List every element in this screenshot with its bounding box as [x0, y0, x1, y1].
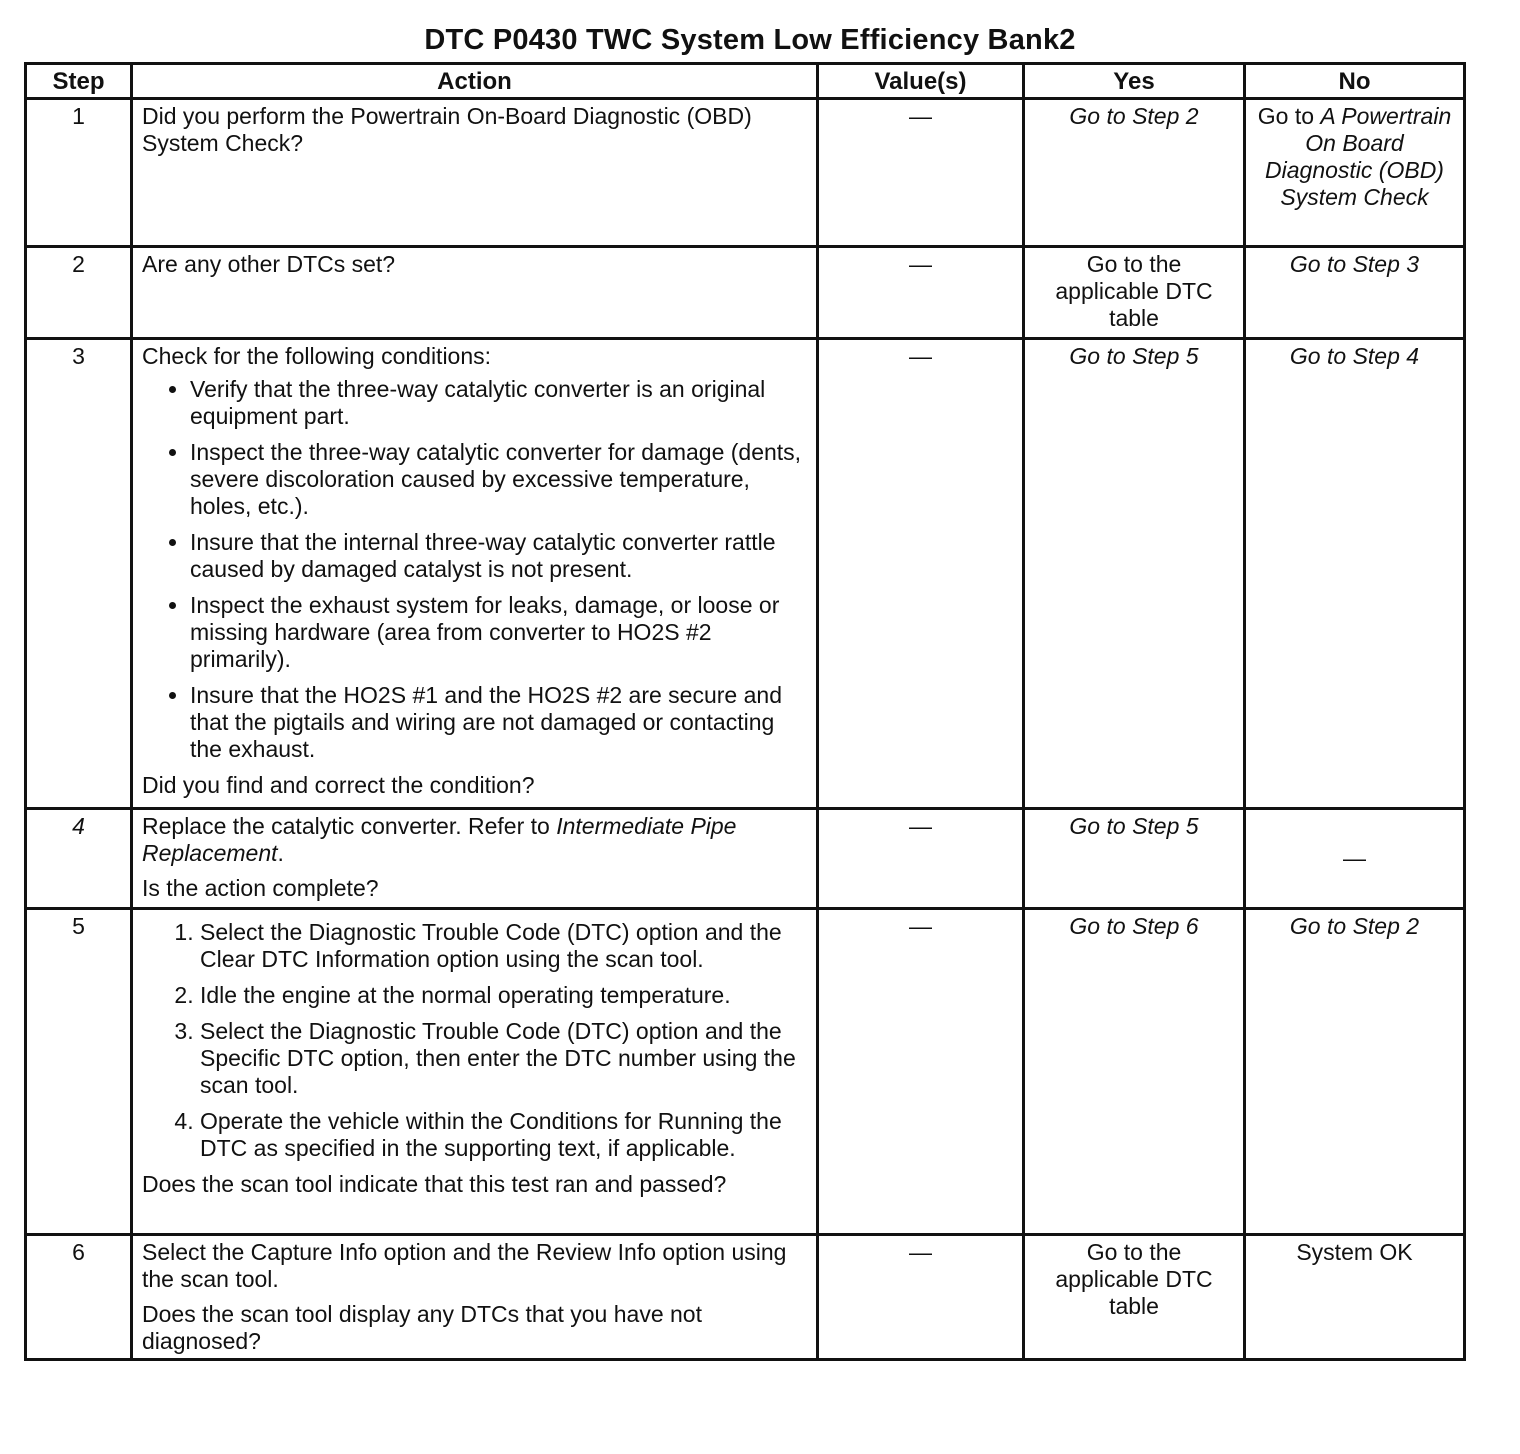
list-item: • Inspect the exhaust system for leaks, damage, or loose or missing hardware (area from converter to HO2S #2 primarily). [190, 592, 807, 673]
list-item: • Insure that the HO2S #1 and the HO2S #2 are secure and that the pigtails and wiring are not damaged or contacting the exhaust. [190, 682, 807, 763]
action-text: Are any other DTCs set? [142, 251, 396, 277]
procedure-list [142, 919, 807, 1162]
action-question: Is the action complete? [142, 875, 379, 901]
header-no: No [1245, 64, 1465, 99]
no-cell: Go to Step 3 [1245, 247, 1465, 339]
yes-cell: Go to the applicable DTC table [1024, 247, 1245, 339]
list-item: • Insure that the internal three-way catalytic converter rattle caused by damaged catalyst is not present. [190, 529, 807, 583]
action-link: Intermediate Pipe Replacement [142, 813, 737, 866]
action-text: Did you perform the Powertrain On-Board Diagnostic (OBD) System Check? [142, 103, 752, 156]
table-row [26, 99, 1465, 247]
action-cell [132, 1235, 818, 1360]
yes-cell: Go to Step 5 [1024, 339, 1245, 809]
table-row [26, 909, 1465, 1235]
step-number: 3 [26, 339, 132, 809]
condition-list [142, 376, 807, 763]
step-number: 1 [26, 99, 132, 247]
action-cell [132, 339, 818, 809]
action-text [142, 813, 807, 867]
list-item: 2. Idle the engine at the normal operating temperature. [200, 982, 807, 1009]
list-item: 3. Select the Diagnostic Trouble Code (DTC) option and the Specific DTC option, then enter the DTC number using the scan tool. [200, 1018, 807, 1099]
action-suffix: . [277, 840, 284, 866]
value-cell: — [818, 809, 1024, 909]
table-row [26, 809, 1465, 909]
action-cell [132, 909, 818, 1235]
no-cell [1245, 99, 1465, 247]
yes-cell: Go to Step 6 [1024, 909, 1245, 1235]
header-action: Action [132, 64, 818, 99]
action-cell [132, 99, 818, 247]
yes-cell: Go to Step 5 [1024, 809, 1245, 909]
step-number: 2 [26, 247, 132, 339]
table-row [26, 247, 1465, 339]
no-prefix: Go to [1257, 103, 1321, 129]
header-values: Value(s) [818, 64, 1024, 99]
action-question: Does the scan tool indicate that this test ran and passed? [142, 1171, 727, 1197]
header-yes: Yes [1024, 64, 1245, 99]
value-cell: — [818, 909, 1024, 1235]
header-step: Step [26, 64, 132, 99]
no-cell: Go to Step 2 [1245, 909, 1465, 1235]
diagnostic-table [24, 62, 1466, 1361]
list-item: • Inspect the three-way catalytic converter for damage (dents, severe discoloration caused by excessive temperature, holes, etc.). [190, 439, 807, 520]
table-row [26, 1235, 1465, 1360]
action-intro: Check for the following conditions: [142, 343, 492, 369]
yes-cell: Go to the applicable DTC table [1024, 1235, 1245, 1360]
step-number: 5 [26, 909, 132, 1235]
table-row [26, 339, 1465, 809]
no-cell: Go to Step 4 [1245, 339, 1465, 809]
value-cell: — [818, 1235, 1024, 1360]
step-number: 4 [26, 809, 132, 909]
page-title: DTC P0430 TWC System Low Efficiency Bank2 [424, 24, 1076, 56]
no-cell: System OK [1245, 1235, 1465, 1360]
no-link: A Powertrain On Board Diagnostic (OBD) System Check [1265, 103, 1452, 210]
no-cell: — [1245, 809, 1465, 909]
list-item: 4. Operate the vehicle within the Conditions for Running the DTC as specified in the supporting text, if applicable. [200, 1108, 807, 1162]
step-number: 6 [26, 1235, 132, 1360]
list-item: 1. Select the Diagnostic Trouble Code (DTC) option and the Clear DTC Information option using the scan tool. [200, 919, 807, 973]
action-cell [132, 809, 818, 909]
table-header-row [26, 64, 1465, 99]
action-cell [132, 247, 818, 339]
list-item: • Verify that the three-way catalytic converter is an original equipment part. [190, 376, 807, 430]
action-question: Does the scan tool display any DTCs that you have not diagnosed? [142, 1301, 702, 1354]
action-prefix: Replace the catalytic converter. Refer to [142, 813, 557, 839]
value-cell: — [818, 339, 1024, 809]
value-cell: — [818, 247, 1024, 339]
value-cell: — [818, 99, 1024, 247]
yes-cell: Go to Step 2 [1024, 99, 1245, 247]
action-question: Did you find and correct the condition? [142, 772, 535, 798]
action-text: Select the Capture Info option and the Review Info option using the scan tool. [142, 1239, 787, 1292]
